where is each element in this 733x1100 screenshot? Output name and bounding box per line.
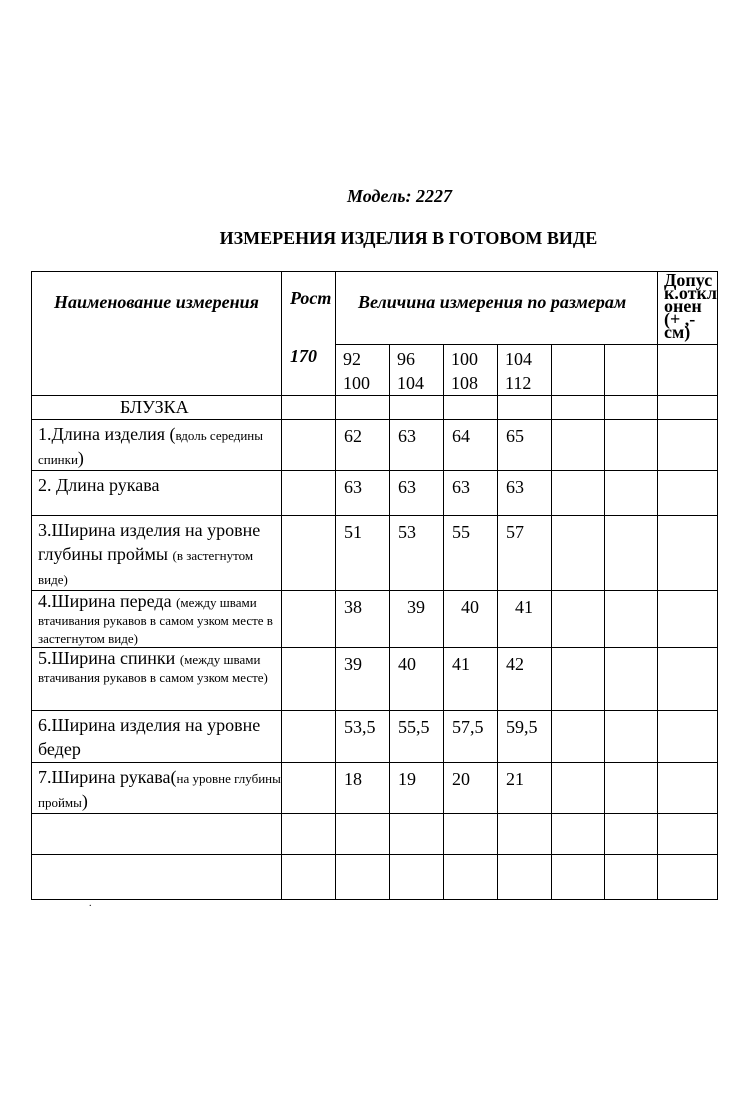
value-cell: 53,5 [336,711,390,763]
size-cell: 104 112 [498,345,552,396]
measurements-table [31,271,718,900]
value-cell: 40 [444,591,498,648]
value-cell: 63 [498,471,552,516]
value-cell: 41 [444,648,498,711]
value-cell: 57,5 [444,711,498,763]
table-row [32,420,718,471]
value-cell: 55 [444,516,498,591]
value-cell: 42 [498,648,552,711]
value-cell: 63 [336,471,390,516]
table-row [32,516,718,591]
value-cell: 53 [390,516,444,591]
header-measurement-name: Наименование измерения [32,272,282,396]
value-cell: 59,5 [498,711,552,763]
page-title: ИЗМЕРЕНИЯ ИЗДЕЛИЯ В ГОТОВОМ ВИДЕ [219,228,598,248]
empty-cell [658,345,718,396]
size-cell: 92 100 [336,345,390,396]
value-cell: 19 [390,763,444,814]
measurement-label: 5.Ширина спинки (между швами втачивания рукавов в самом узком месте) [32,648,282,711]
value-cell: 63 [390,471,444,516]
measurement-label: 3.Ширина изделия на уровне глубины проймы (в застегнутом виде) [32,516,282,591]
size-cell: 96 104 [390,345,444,396]
model-number: Модель: 2227 [347,186,452,206]
empty-row [32,855,718,900]
value-cell: 64 [444,420,498,471]
value-cell: 18 [336,763,390,814]
header-size-values: Величина измерения по размерам [336,272,658,345]
empty-cell [605,345,658,396]
value-cell: 55,5 [390,711,444,763]
value-cell: 65 [498,420,552,471]
value-cell: 51 [336,516,390,591]
table-row [32,711,718,763]
table-row [32,648,718,711]
footer-mark: . [89,898,92,909]
header-rost-label: Рост [290,288,332,308]
value-cell: 57 [498,516,552,591]
header-tolerance: Допус к.откл онен (+ ,- см) [658,272,718,345]
measurement-label: 6.Ширина изделия на уровне бедер [32,711,282,763]
value-cell: 40 [390,648,444,711]
section-title: БЛУЗКА [32,396,282,420]
table-row [32,591,718,648]
table-row [32,471,718,516]
value-cell: 63 [390,420,444,471]
measurement-label: 4.Ширина переда (между швами втачивания рукавов в самом узком месте в застегнутом виде) [32,591,282,648]
value-cell: 21 [498,763,552,814]
value-cell: 38 [336,591,390,648]
measurement-label: 7.Ширина рукава(на уровне глубины проймы) [32,763,282,814]
value-cell: 62 [336,420,390,471]
empty-row [32,814,718,855]
header-rost-value: 170 [290,346,317,366]
header-rost [282,272,336,396]
measurement-label: 1.Длина изделия (вдоль середины спинки) [32,420,282,471]
value-cell: 20 [444,763,498,814]
size-cell: 100 108 [444,345,498,396]
table-row [32,763,718,814]
measurement-label: 2. Длина рукава [32,471,282,516]
value-cell: 41 [498,591,552,648]
value-cell: 39 [390,591,444,648]
value-cell: 63 [444,471,498,516]
value-cell: 39 [336,648,390,711]
empty-cell [552,345,605,396]
